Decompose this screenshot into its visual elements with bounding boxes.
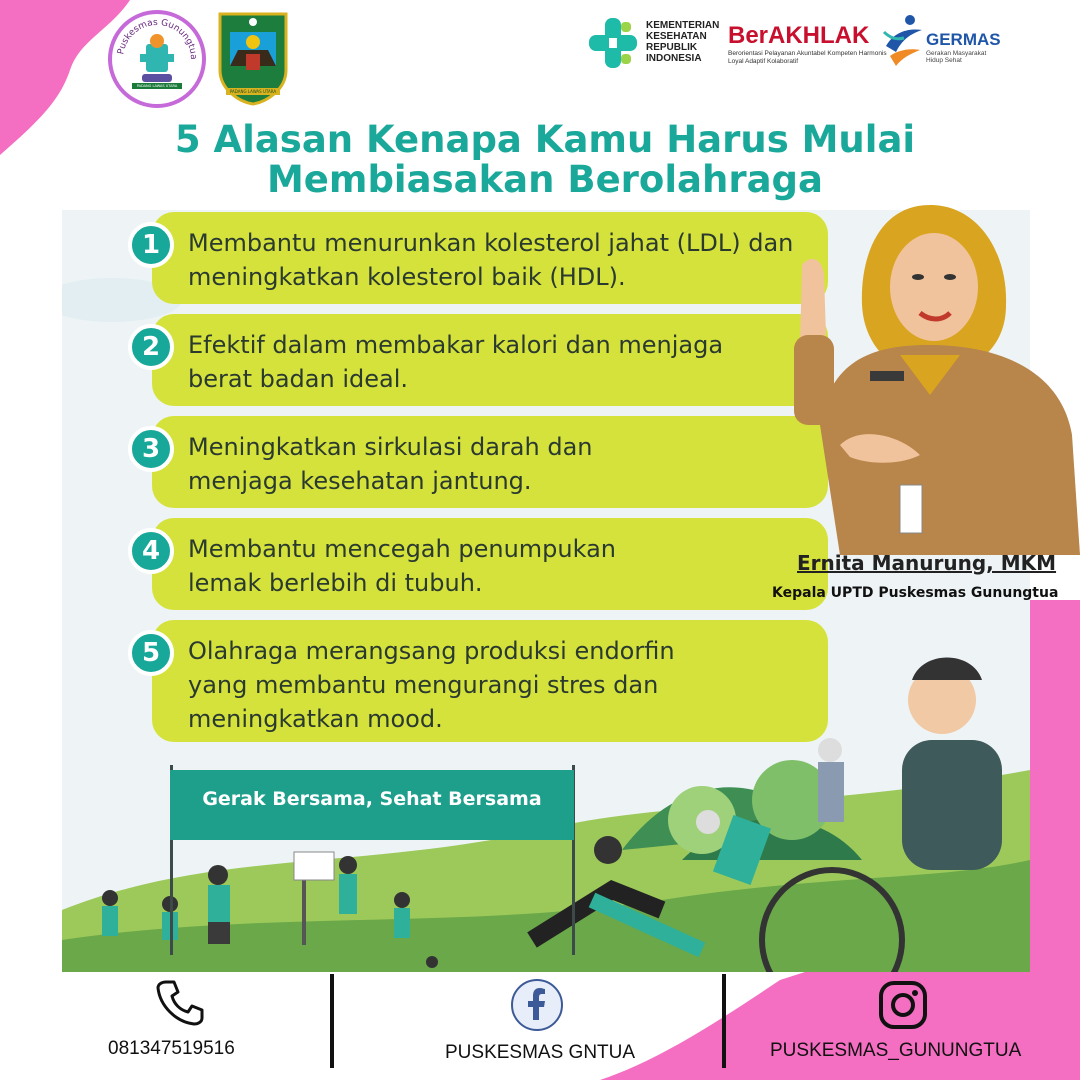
page-title [0,120,1080,200]
person-name: Ernita Manurung, MKM [797,551,1057,575]
phone-icon[interactable] [154,976,206,1028]
reason-text: Membantu menurunkan kolesterol jahat (LDL) dan meningkatkan kolesterol baik (HDL). [188,229,794,291]
kemenkes-line: REPUBLIK [646,42,698,53]
puskesmas-logo-text: Puskesmas Gunungtua [116,17,199,60]
banner-text: Gerak Bersama, Sehat Bersama [202,788,542,810]
reason-item-1 [141,212,828,304]
germas-figure-icon [880,12,926,68]
reason-text: Olahraga merangsang produksi endorfin yang membantu mengurangi stres dan meningkatkan mood. [188,637,675,733]
reason-item-2 [141,314,828,406]
person-role: Kepala UPTD Puskesmas Gunungtua [772,585,1059,601]
reason-number-badge: 3 [128,426,174,472]
reason-text: Membantu mencegah penumpukan lemak berlebih di tubuh. [188,535,616,597]
kemenkes-line: KEMENTERIAN [646,20,720,31]
reason-item-4 [141,518,828,610]
reason-number-badge: 4 [128,528,174,574]
regency-emblem-motto: PADANG LAWAS UTARA [226,88,280,95]
header-logos [0,0,1080,110]
reason-item-5 [141,620,828,742]
title-line-1: 5 Alasan Kenapa Kamu Harus Mulai [174,118,916,161]
instagram-icon[interactable] [878,980,928,1030]
footer-divider [722,974,726,1068]
kemenkes-text [646,20,719,64]
berakhlak-tagline: Berorientasi Pelayanan Akuntabel Kompeten Harmonis Loyal Adaptif Kolaboratif [728,50,887,65]
banner [170,770,574,840]
reason-number-badge: 2 [128,324,174,370]
title-line-2: Membiasakan Berolahraga [266,158,823,201]
berakhlak-logo [728,22,893,66]
reason-number-badge: 5 [128,630,174,676]
kemenkes-line: INDONESIA [646,53,702,64]
footer-divider [330,974,334,1068]
person-photo [780,195,1080,555]
reason-item-3 [141,416,828,508]
facebook-handle[interactable]: PUSKESMAS GNTUA [445,1042,636,1063]
germas-word: GERMAS [926,30,1001,49]
kemenkes-line: KESEHATAN [646,31,707,42]
berakhlak-word: BerAKHLAK [728,22,870,49]
phone-number[interactable]: 081347519516 [108,1038,235,1059]
reason-number-badge: 1 [128,222,174,268]
reason-text: Efektif dalam membakar kalori dan menjaga berat badan ideal. [188,331,724,393]
puskesmas-logo [108,10,206,108]
germas-tagline: Gerakan Masyarakat Hidup Sehat [926,50,987,64]
kemenkes-logo [587,16,639,70]
reason-text: Meningkatkan sirkulasi darah dan menjaga kesehatan jantung. [188,433,593,495]
germas-logo [880,12,1000,72]
puskesmas-logo-motto: PADANG LAWAS UTARA [132,83,182,89]
facebook-icon[interactable] [510,978,564,1032]
instagram-handle[interactable]: PUSKESMAS_GUNUNGTUA [770,1040,1022,1061]
